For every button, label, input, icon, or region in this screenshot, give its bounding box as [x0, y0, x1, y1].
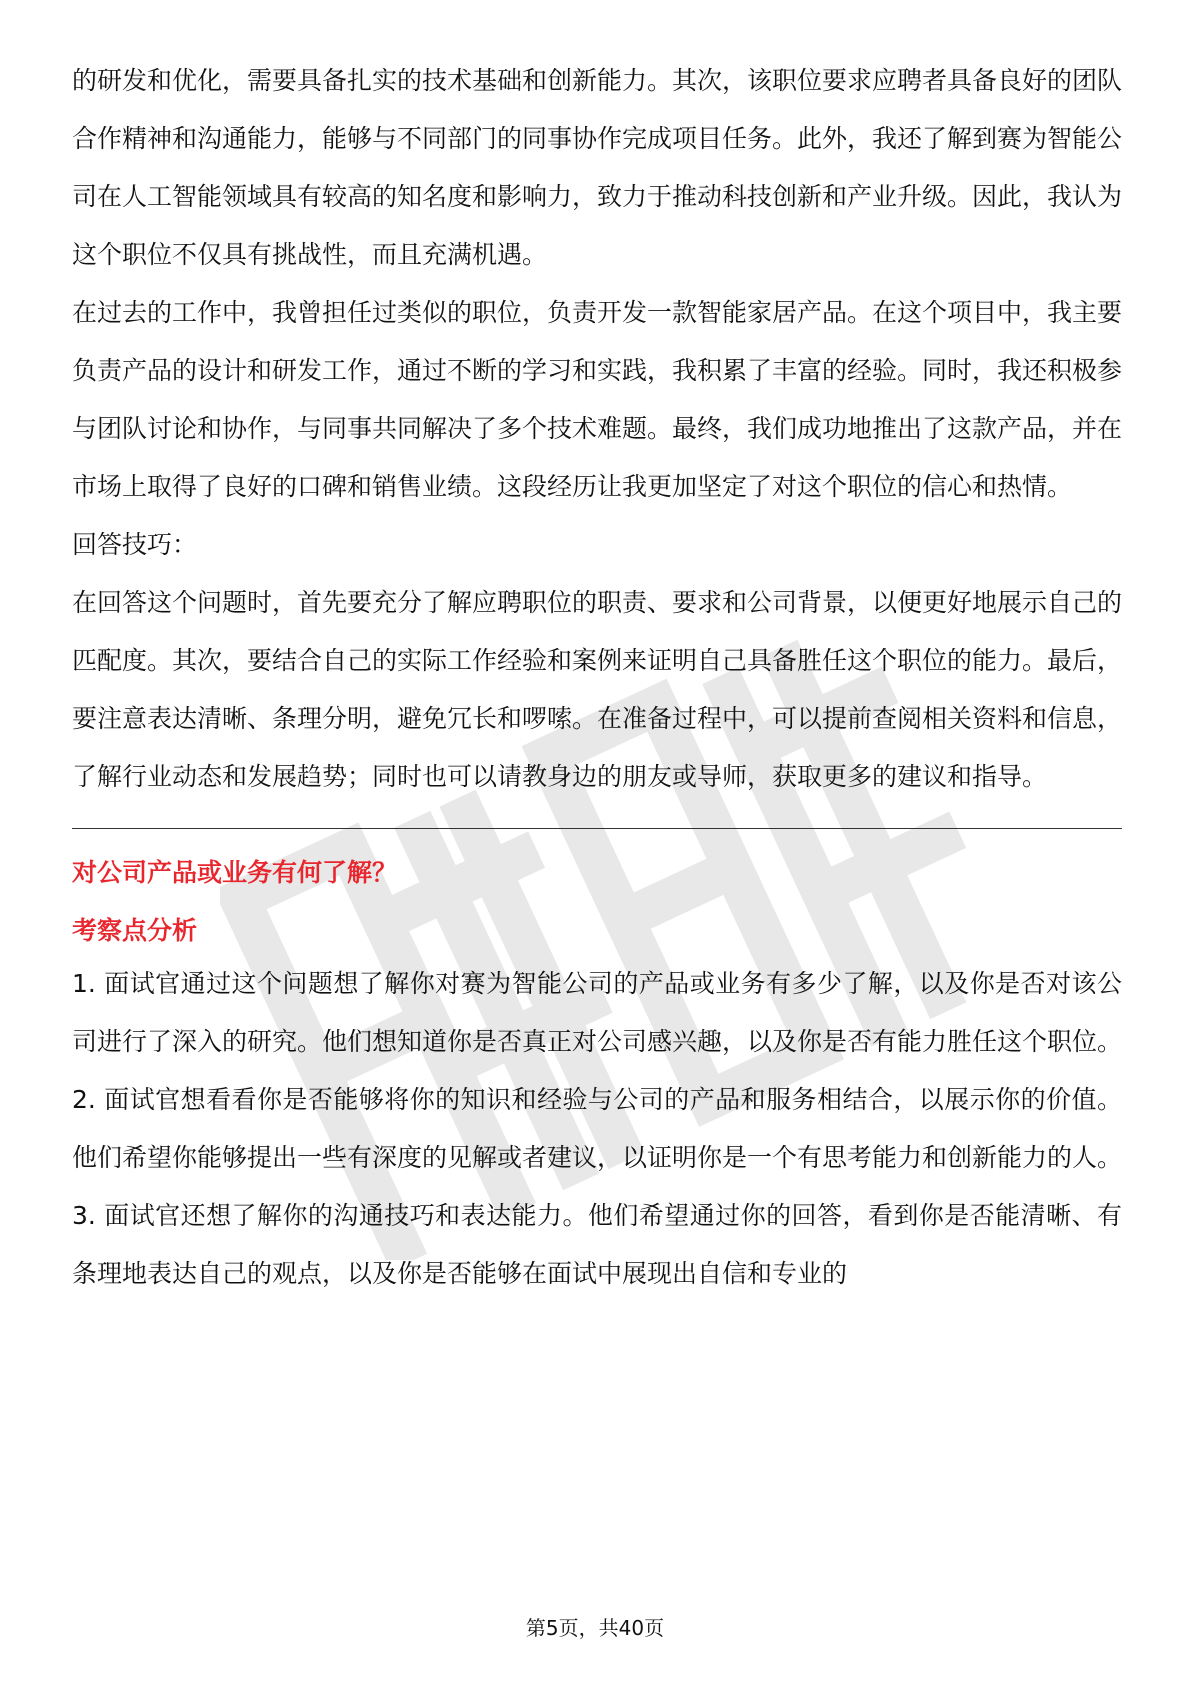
paragraph-answer-tips: 在回答这个问题时，首先要充分了解应聘职位的职责、要求和公司背景，以便更好地展示自己的匹配度。其次，要结合自己的实际工作经验和案例来证明自己具备胜任这个职位的能力。最后，要注意表达清晰、条理分明，避免冗长和啰嗦。在准备过程中，可以提前查阅相关资料和信息，了解行业动态和发展趋势；同时也可以请教身边的朋友或导师，获取更多的建议和指导。: [72, 588, 1123, 791]
analysis-point-3: 3. 面试官还想了解你的沟通技巧和表达能力。他们希望通过你的回答，看到你是否能清晰、有条理地表达自己的观点，以及你是否能够在面试中展现出自信和专业的: [72, 1201, 1122, 1288]
section-divider: [72, 828, 1122, 829]
paragraph-company-understanding: 的研发和优化，需要具备扎实的技术基础和创新能力。其次，该职位要求应聘者具备良好的团队合作精神和沟通能力，能够与不同部门的同事协作完成项目任务。此外，我还了解到赛为智能公司在人工智能领域具有较高的知名度和影响力，致力于推动科技创新和产业升级。因此，我认为这个职位不仅具有挑战性，而且充满机遇。: [72, 66, 1123, 269]
document-page: [72, 52, 1122, 1303]
analysis-heading: 考察点分析: [72, 916, 198, 945]
question-heading: 对公司产品或业务有何了解？: [72, 858, 398, 887]
paragraph-past-experience: 在过去的工作中，我曾担任过类似的职位，负责开发一款智能家居产品。在这个项目中，我主要负责产品的设计和研发工作，通过不断的学习和实践，我积累了丰富的经验。同时，我还积极参与团队讨论和协作，与同事共同解决了多个技术难题。最终，我们成功地推出了这款产品，并在市场上取得了良好的口碑和销售业绩。这段经历让我更加坚定了对这个职位的信心和热情。: [72, 298, 1123, 501]
analysis-point-1: 1. 面试官通过这个问题想了解你对赛为智能公司的产品或业务有多少了解，以及你是否对该公司进行了深入的研究。他们想知道你是否真正对公司感兴趣，以及你是否有能力胜任这个职位。: [72, 969, 1123, 1056]
answer-tips-label: 回答技巧：: [72, 530, 198, 559]
page-number-footer: 第5页，共40页: [525, 1616, 665, 1640]
analysis-point-2: 2. 面试官想看看你是否能够将你的知识和经验与公司的产品和服务相结合，以展示你的价值。他们希望你能够提出一些有深度的见解或者建议，以证明你是一个有思考能力和创新能力的人。: [72, 1085, 1123, 1172]
